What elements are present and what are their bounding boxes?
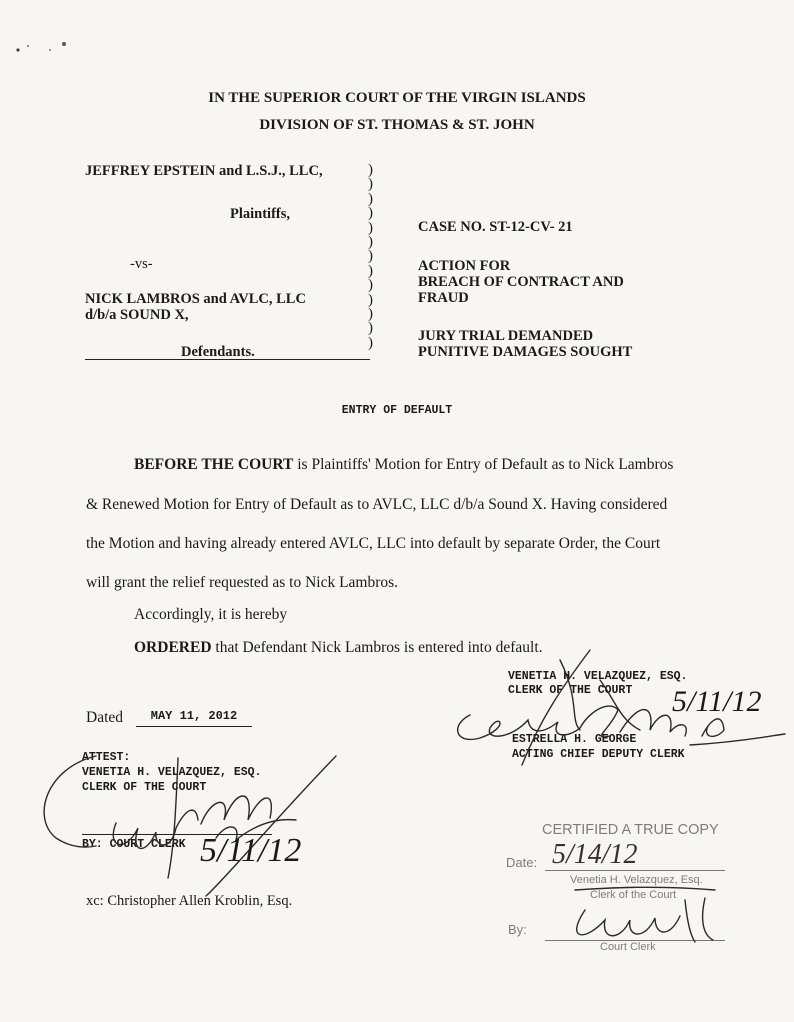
attest-handwritten-date: 5/11/12 [200,832,302,869]
caption-parentheses: ) ) ) ) ) ) ) ) ) ) ) ) ) [368,162,373,351]
attest-clerk-title: CLERK OF THE COURT [82,781,207,794]
before-the-court-lead: BEFORE THE COURT [134,456,294,473]
defendants-names-1: NICK LAMBROS and AVLC, LLC [85,291,306,307]
dated-label: Dated [86,709,124,726]
certified-date-value: 5/14/12 [552,839,638,870]
jury-demand: JURY TRIAL DEMANDED [418,328,594,344]
defendants-label: Defendants. [181,344,255,360]
certified-date-label: Date: [506,855,538,870]
court-name: IN THE SUPERIOR COURT OF THE VIRGIN ISLANDS [208,90,586,106]
ordered-lead: ORDERED [134,639,212,656]
scan-specks [14,38,74,58]
clerk-name: VENETIA H. VELAZQUEZ, ESQ. [508,670,688,683]
dated-value: MAY 11, 2012 [136,709,252,727]
certified-clerk-role: Clerk of the Court [590,889,677,901]
certified-clerk-name: Venetia H. Velazquez, Esq. [570,874,703,886]
copy-to-line: xc: Christopher Allen Kroblin, Esq. [86,893,293,909]
court-division: DIVISION OF ST. THOMAS & ST. JOHN [259,117,535,133]
deputy-handwritten-date: 5/11/12 [672,685,762,718]
body-paragraph-line-1 [134,456,673,474]
defendants-names-2: d/b/a SOUND X, [85,307,189,323]
certified-court-clerk: Court Clerk [600,941,656,953]
action-line-2: BREACH OF CONTRACT AND [418,274,624,290]
ordered-text: that Defendant Nick Lambros is entered into default. [211,639,543,656]
versus-label: -vs- [130,256,153,272]
deputy-signer-name: ESTRELLA H. GEORGE [512,733,637,746]
certified-date-line [545,870,725,871]
accordingly-text: Accordingly, it is hereby [134,606,288,623]
caption-underline [85,359,370,360]
plaintiffs-label: Plaintiffs, [230,206,291,222]
attest-by-court-clerk: BY: COURT CLERK [82,838,186,851]
document-title: ENTRY OF DEFAULT [341,404,453,417]
action-line-1: ACTION FOR [418,258,511,274]
clerk-title: CLERK OF THE COURT [508,684,633,697]
certified-clerk-signature [545,880,745,950]
case-number: CASE NO. ST-12-CV- 21 [418,219,573,235]
plaintiffs-names: JEFFREY EPSTEIN and L.S.J., LLC, [85,163,323,179]
punitive-damages: PUNITIVE DAMAGES SOUGHT [418,344,633,360]
certified-by-label: By: [508,922,527,937]
body-paragraph-line-3: the Motion and having already entered AVLC, LLC into default by separate Order, the Court [86,535,661,552]
attest-clerk-signature [26,728,346,898]
body-paragraph-line-2: & Renewed Motion for Entry of Default as to AVLC, LLC d/b/a Sound X. Having considered [86,496,668,513]
attest-clerk-name: VENETIA H. VELAZQUEZ, ESQ. [82,766,262,779]
body-paragraph-line-4: will grant the relief requested as to Nick Lambros. [86,574,399,591]
certified-copy-title: CERTIFIED A TRUE COPY [542,822,719,838]
body-line-1-text: is Plaintiffs' Motion for Entry of Default as to Nick Lambros [293,456,674,473]
action-line-3: FRAUD [418,290,469,306]
deputy-signer-title: ACTING CHIEF DEPUTY CLERK [512,748,685,761]
attest-label: ATTEST: [82,751,131,764]
